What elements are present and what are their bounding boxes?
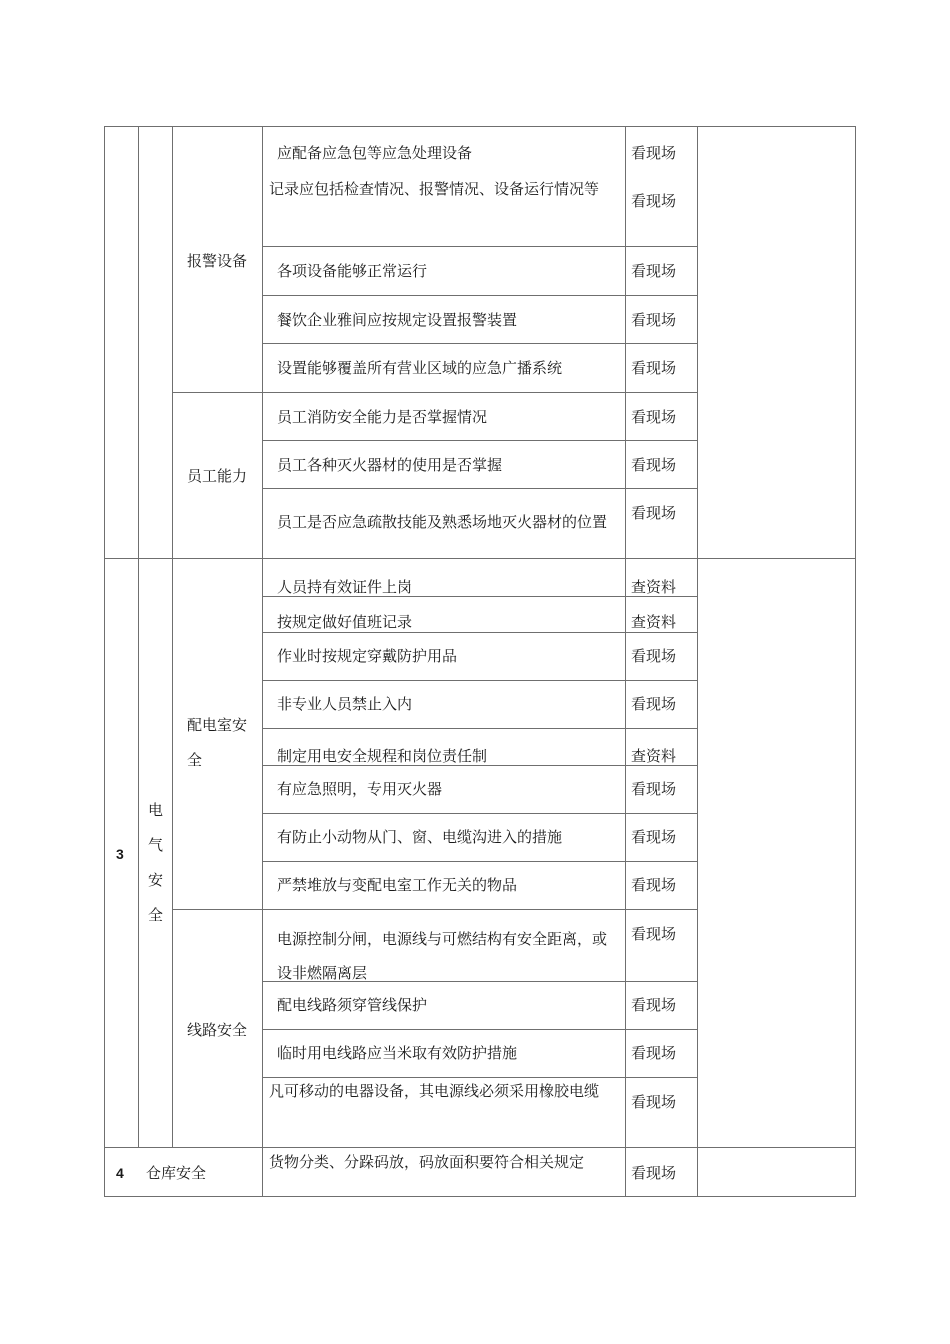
check-method: 看现场 bbox=[631, 828, 677, 846]
check-item: 餐饮企业雅间应按规定设置报警装置 bbox=[277, 311, 518, 329]
check-method: 看现场 bbox=[631, 262, 677, 280]
check-method: 看现场 bbox=[631, 876, 677, 894]
check-item: 电源控制分闸，电源线与可燃结构有安全距离，或设非燃隔离层 bbox=[277, 930, 608, 982]
check-item: 严禁堆放与变配电室工作无关的物品 bbox=[277, 876, 518, 894]
check-method: 看现场 bbox=[631, 1093, 677, 1111]
check-item: 记录应包括检查情况、报警情况、设备运行情况等 bbox=[269, 180, 600, 198]
section-number: 3 bbox=[116, 846, 124, 862]
section-number: 4 bbox=[116, 1165, 124, 1181]
check-item: 员工各种灭火器材的使用是否掌握 bbox=[277, 456, 503, 474]
check-item: 各项设备能够正常运行 bbox=[277, 262, 428, 280]
check-item: 按规定做好值班记录 bbox=[277, 613, 413, 631]
check-method: 看现场 bbox=[631, 695, 677, 713]
check-item: 人员持有效证件上岗 bbox=[277, 578, 413, 596]
check-item: 制定用电安全规程和岗位责任制 bbox=[277, 747, 488, 765]
check-method: 查资料 bbox=[631, 578, 677, 596]
section-category: 仓库安全 bbox=[146, 1164, 207, 1182]
check-item: 货物分类、分跺码放，码放面积要符合相关规定 bbox=[269, 1153, 585, 1171]
check-item: 有防止小动物从门、窗、电缆沟进入的措施 bbox=[277, 828, 563, 846]
check-method: 查资料 bbox=[631, 747, 677, 765]
subgroup-name: 报警设备 bbox=[187, 252, 248, 270]
check-method: 看现场 bbox=[631, 996, 677, 1014]
subgroup-name: 配电室安全 bbox=[187, 716, 248, 769]
check-item: 员工是否应急疏散技能及熟悉场地灭火器材的位置 bbox=[277, 513, 608, 531]
check-method: 看现场 bbox=[631, 144, 677, 162]
check-method: 看现场 bbox=[631, 647, 677, 665]
check-item: 配电线路须穿管线保护 bbox=[277, 996, 428, 1014]
check-method: 看现场 bbox=[631, 504, 677, 522]
check-item: 临时用电线路应当米取有效防护措施 bbox=[277, 1044, 518, 1062]
check-item: 凡可移动的电器设备，其电源线必须采用橡胶电缆 bbox=[269, 1082, 600, 1100]
check-item: 作业时按规定穿戴防护用品 bbox=[277, 647, 458, 665]
check-method: 看现场 bbox=[631, 311, 677, 329]
check-item: 有应急照明，专用灭火器 bbox=[277, 780, 443, 798]
check-method: 看现场 bbox=[631, 780, 677, 798]
subgroup-name: 员工能力 bbox=[187, 467, 248, 485]
check-method: 看现场 bbox=[631, 1164, 677, 1182]
check-method: 查资料 bbox=[631, 613, 677, 631]
check-method: 看现场 bbox=[631, 925, 677, 943]
check-method: 看现场 bbox=[631, 192, 677, 210]
check-item: 非专业人员禁止入内 bbox=[277, 695, 413, 713]
check-item: 设置能够覆盖所有营业区域的应急广播系统 bbox=[277, 359, 563, 377]
section-category: 电气安全 bbox=[148, 801, 164, 924]
check-item: 应配备应急包等应急处理设备 bbox=[277, 144, 473, 162]
check-method: 看现场 bbox=[631, 359, 677, 377]
check-item: 员工消防安全能力是否掌握情况 bbox=[277, 408, 488, 426]
check-method: 看现场 bbox=[631, 1044, 677, 1062]
check-method: 看现场 bbox=[631, 408, 677, 426]
subgroup-name: 线路安全 bbox=[187, 1021, 248, 1039]
check-method: 看现场 bbox=[631, 456, 677, 474]
